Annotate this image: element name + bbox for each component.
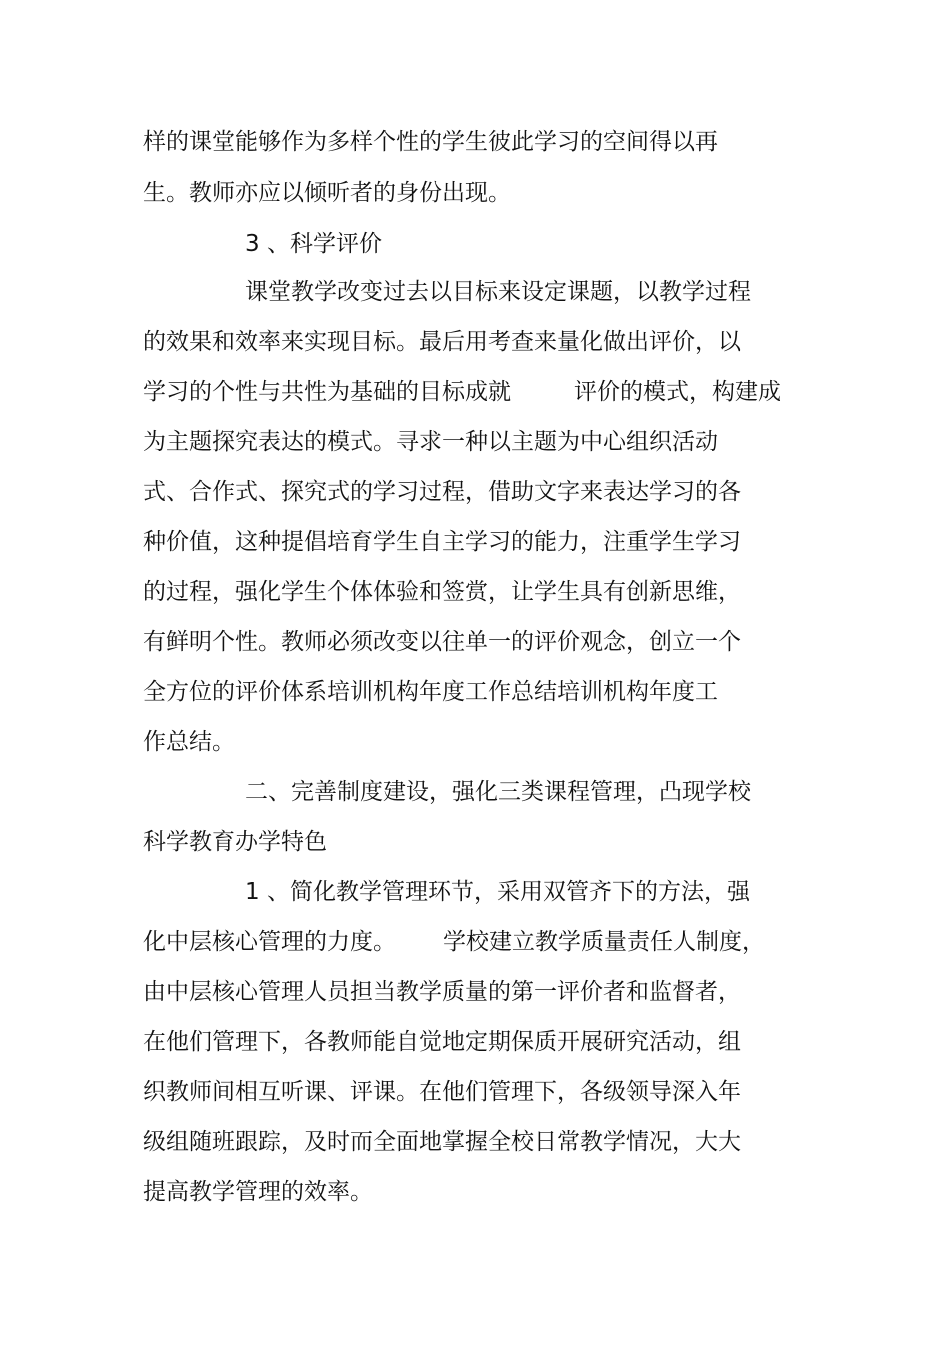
text-line: 级组随班跟踪，及时而全面地掌握全校日常教学情况，大大 — [143, 1129, 741, 1155]
text-line: 化中层核心管理的力度。 — [143, 929, 396, 955]
text-line: 1 、简化教学管理环节，采用双管齐下的方法，强 — [245, 879, 750, 905]
text-line: 全方位的评价体系培训机构年度工作总结培训机构年度工 — [143, 679, 718, 705]
text-line: 评价的模式，构建成 — [574, 379, 781, 405]
text-line: 课堂教学改变过去以目标来设定课题，以教学过程 — [245, 279, 751, 305]
text-line: 的过程，强化学生个体体验和签赏，让学生具有创新思维， — [143, 579, 741, 605]
text-line: 由中层核心管理人员担当教学质量的第一评价者和监督者， — [143, 979, 741, 1005]
text-line: 式、合作式、探究式的学习过程，借助文字来表达学习的各 — [143, 479, 741, 505]
text-line: 为主题探究表达的模式。寻求一种以主题为中心组织活动 — [143, 429, 718, 455]
section-heading: 3 、科学评价 — [245, 231, 382, 257]
text-line: 样的课堂能够作为多样个性的学生彼此学习的空间得以再 — [143, 129, 718, 155]
text-line: 学习的个性与共性为基础的目标成就 — [143, 379, 511, 405]
section-heading: 二、完善制度建设，强化三类课程管理，凸现学校 — [245, 779, 751, 805]
text-line: 在他们管理下，各教师能自觉地定期保质开展研究活动，组 — [143, 1029, 741, 1055]
text-line: 学校建立教学质量责任人制度， — [443, 929, 765, 955]
section-heading-continued: 科学教育办学特色 — [143, 829, 327, 855]
text-line: 的效果和效率来实现目标。最后用考查来量化做出评价，以 — [143, 329, 741, 355]
text-line: 生。教师亦应以倾听者的身份出现。 — [143, 180, 511, 206]
text-line: 提高教学管理的效率。 — [143, 1179, 373, 1205]
text-line: 种价值，这种提倡培育学生自主学习的能力，注重学生学习 — [143, 529, 741, 555]
text-line: 有鲜明个性。教师必须改变以往单一的评价观念，创立一个 — [143, 629, 741, 655]
text-line: 织教师间相互听课、评课。在他们管理下，各级领导深入年 — [143, 1079, 741, 1105]
text-line: 作总结。 — [143, 729, 235, 755]
